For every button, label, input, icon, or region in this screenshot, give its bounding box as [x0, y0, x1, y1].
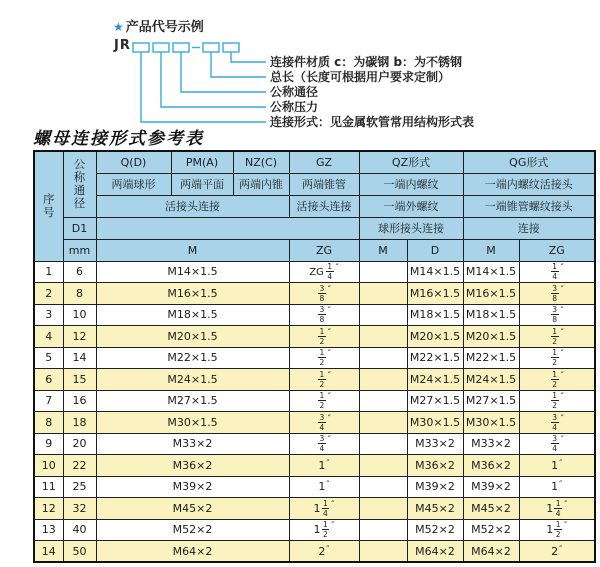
cell-dn: 32	[63, 498, 96, 520]
cell-qg-zg: $\frac{1}{4}$ ″	[519, 261, 595, 283]
cell-qg-m: M20×1.5	[463, 326, 519, 348]
cell-dn: 16	[63, 390, 96, 412]
cell-zg: $\frac{1}{2}$ ″	[289, 390, 359, 412]
cell-qz-d: M16×1.5	[407, 283, 463, 305]
table-row	[34, 476, 595, 498]
cell-dn: 8	[63, 283, 96, 305]
cell-qz-d: M14×1.5	[407, 261, 463, 283]
cell-qz-d: M27×1.5	[407, 390, 463, 412]
code-box	[203, 43, 219, 52]
cell-qg-zg: $\frac{3}{8}$ ″	[519, 283, 595, 305]
connector-line	[181, 52, 266, 92]
cell-qg-m: M30×1.5	[463, 412, 519, 434]
cell-zg: 1″	[289, 455, 359, 477]
cell-qz-d: M36×2	[407, 455, 463, 477]
table-row	[34, 390, 595, 412]
code-box	[133, 43, 149, 52]
cell-qg-m: M45×2	[463, 498, 519, 520]
cell-m: M22×1.5	[96, 347, 289, 369]
cell-dn: 10	[63, 304, 96, 326]
cell-seq: 14	[34, 541, 63, 563]
cell-m: M33×2	[96, 433, 289, 455]
cell-qg-zg: $\frac{3}{8}$ ″	[519, 304, 595, 326]
cell-zg: $\frac{3}{4}$ ″	[289, 433, 359, 455]
header-dn: 公 称 通 径	[63, 151, 96, 217]
header-gz: GZ	[289, 151, 359, 173]
cell-qz-d: M20×1.5	[407, 326, 463, 348]
header-cell: 两端球形	[96, 173, 171, 195]
cell-qg-zg: $\frac{3}{4}$ ″	[519, 433, 595, 455]
cell-seq: 7	[34, 390, 63, 412]
product-code-prefix: JR	[114, 38, 131, 53]
header-cell: 两端平面	[171, 173, 233, 195]
table-row	[34, 347, 595, 369]
table-row	[34, 304, 595, 326]
code-box	[173, 43, 189, 52]
header-cell: 两端内锥	[233, 173, 289, 195]
code-label-pressure: 公称压力	[270, 100, 319, 114]
connector-line	[211, 52, 266, 77]
table-row	[34, 369, 595, 391]
cell-dn: 12	[63, 326, 96, 348]
table-title: 螺母连接形式参考表	[33, 129, 204, 149]
cell-qg-zg: 1″	[519, 476, 595, 498]
cell-qz-d: M64×2	[407, 541, 463, 563]
header-qz: QZ形式	[359, 151, 463, 173]
cell-qg-zg: $\frac{1}{2}$ ″	[519, 369, 595, 391]
cell-dn: 14	[63, 347, 96, 369]
header-qd: Q(D)	[96, 151, 171, 173]
header-pma: PM(A)	[171, 151, 233, 173]
header-row	[34, 173, 595, 195]
header-cell: 活接头连接	[289, 195, 359, 217]
cell-qg-m: M33×2	[463, 433, 519, 455]
code-label-length: 总长（长度可根据用户要求定制）	[270, 70, 451, 84]
cell-dn: 50	[63, 541, 96, 563]
cell-seq: 2	[34, 283, 63, 305]
cell-m: M64×2	[96, 541, 289, 563]
header-cell: ZG	[289, 239, 359, 261]
table-row	[34, 261, 595, 283]
header-nzc: NZ(C)	[233, 151, 289, 173]
cell-seq: 8	[34, 412, 63, 434]
cell-zg: $\frac{1}{2}$ ″	[289, 347, 359, 369]
code-label-material: 连接件材质 c：为碳钢 b：为不锈钢	[270, 55, 463, 69]
cell-qz-m	[359, 433, 407, 455]
header-cell: ZG	[519, 239, 595, 261]
cell-qz-d: M45×2	[407, 498, 463, 520]
cell-qz-d: M52×2	[407, 519, 463, 541]
header-cell: 活接头连接	[96, 195, 289, 217]
cell-qz-m	[359, 326, 407, 348]
cell-m: M30×1.5	[96, 412, 289, 434]
header-cell: M	[463, 239, 519, 261]
cell-zg: $\frac{3}{4}$ ″	[289, 412, 359, 434]
cell-qg-zg: 2″	[519, 541, 595, 563]
cell-seq: 13	[34, 519, 63, 541]
cell-qz-m	[359, 261, 407, 283]
header-d1: D1	[63, 217, 96, 239]
header-cell: 一端外螺纹	[359, 195, 463, 217]
header-seq: 序 号	[34, 151, 63, 261]
cell-zg: $\frac{1}{2}$ ″	[289, 326, 359, 348]
cell-qg-m: M22×1.5	[463, 347, 519, 369]
header-blank	[96, 217, 359, 239]
header-row	[34, 239, 595, 261]
code-label-dn: 公称通径	[270, 85, 319, 99]
table-row	[34, 519, 595, 541]
header-row	[34, 195, 595, 217]
header-cell: D	[407, 239, 463, 261]
cell-qz-m	[359, 347, 407, 369]
cell-qg-m: M64×2	[463, 541, 519, 563]
cell-m: M18×1.5	[96, 304, 289, 326]
cell-zg: $\frac{3}{8}$ ″	[289, 304, 359, 326]
header-qg: QG形式	[463, 151, 595, 173]
cell-seq: 4	[34, 326, 63, 348]
product-code-example-label: 产品代号示例	[125, 20, 204, 35]
cell-seq: 9	[34, 433, 63, 455]
cell-qg-zg: $\frac{3}{4}$ ″	[519, 412, 595, 434]
cell-dn: 40	[63, 519, 96, 541]
cell-qg-zg: 1 $\frac{1}{4}$ ″	[519, 498, 595, 520]
cell-qg-zg: $\frac{1}{2}$ ″	[519, 390, 595, 412]
table-row	[34, 541, 595, 563]
cell-qz-m	[359, 304, 407, 326]
cell-qg-m: M36×2	[463, 455, 519, 477]
cell-m: M36×2	[96, 455, 289, 477]
cell-dn: 15	[63, 369, 96, 391]
cell-zg: $\frac{3}{8}$ ″	[289, 283, 359, 305]
cell-qz-m	[359, 476, 407, 498]
connector-line	[161, 52, 266, 107]
cell-qg-m: M18×1.5	[463, 304, 519, 326]
cell-dn: 22	[63, 455, 96, 477]
cell-m: M39×2	[96, 476, 289, 498]
header-cell: M	[359, 239, 407, 261]
header-cell: 连接	[463, 217, 595, 239]
cell-qz-m	[359, 283, 407, 305]
cell-dn: 18	[63, 412, 96, 434]
cell-dn: 25	[63, 476, 96, 498]
cell-m: M45×2	[96, 498, 289, 520]
cell-zg: 1″	[289, 476, 359, 498]
cell-seq: 5	[34, 347, 63, 369]
cell-qg-m: M52×2	[463, 519, 519, 541]
cell-m: M16×1.5	[96, 283, 289, 305]
header-row	[34, 151, 595, 173]
cell-qg-zg: 1″	[519, 455, 595, 477]
header-row	[34, 217, 595, 239]
cell-dn: 6	[63, 261, 96, 283]
code-label-form: 连接形式：见金属软管常用结构形式表	[270, 115, 475, 129]
cell-seq: 3	[34, 304, 63, 326]
cell-seq: 1	[34, 261, 63, 283]
code-box	[223, 43, 239, 52]
header-cell: 两端锥管	[289, 173, 359, 195]
cell-qz-d: M22×1.5	[407, 347, 463, 369]
table-row	[34, 433, 595, 455]
cell-zg: ZG $\frac{1}{4}$ ″	[289, 261, 359, 283]
cell-qz-m	[359, 369, 407, 391]
header-cell: 一端内螺纹	[359, 173, 463, 195]
cell-qz-m	[359, 519, 407, 541]
cell-qz-m	[359, 390, 407, 412]
table-row	[34, 455, 595, 477]
cell-dn: 20	[63, 433, 96, 455]
code-box	[153, 43, 169, 52]
header-mm: mm	[63, 239, 96, 261]
header-cell: 球形接头连接	[359, 217, 463, 239]
cell-m: M14×1.5	[96, 261, 289, 283]
header-cell: 一端锥管螺纹接头	[463, 195, 595, 217]
cell-zg: 1 $\frac{1}{4}$ ″	[289, 498, 359, 520]
cell-m: M52×2	[96, 519, 289, 541]
cell-seq: 6	[34, 369, 63, 391]
cell-m: M27×1.5	[96, 390, 289, 412]
cell-qz-d: M18×1.5	[407, 304, 463, 326]
cell-qz-m	[359, 412, 407, 434]
cell-m: M24×1.5	[96, 369, 289, 391]
cell-m: M20×1.5	[96, 326, 289, 348]
table-row	[34, 412, 595, 434]
star-icon: ★	[113, 20, 124, 34]
cell-qz-m	[359, 455, 407, 477]
cell-qz-m	[359, 541, 407, 563]
connector-line	[231, 52, 266, 62]
cell-zg: 1 $\frac{1}{2}$ ″	[289, 519, 359, 541]
cell-qg-zg: 1 $\frac{1}{2}$ ″	[519, 519, 595, 541]
cell-qz-d: M33×2	[407, 433, 463, 455]
cell-qg-m: M16×1.5	[463, 283, 519, 305]
header-cell: M	[96, 239, 289, 261]
cell-qz-d: M39×2	[407, 476, 463, 498]
header-cell: 一端内螺纹活接头	[463, 173, 595, 195]
cell-qg-m: M27×1.5	[463, 390, 519, 412]
cell-qg-zg: $\frac{1}{2}$ ″	[519, 347, 595, 369]
cell-zg: $\frac{1}{2}$ ″	[289, 369, 359, 391]
cell-seq: 12	[34, 498, 63, 520]
table-row	[34, 498, 595, 520]
table-row	[34, 326, 595, 348]
cell-zg: 2″	[289, 541, 359, 563]
cell-qg-zg: $\frac{1}{2}$ ″	[519, 326, 595, 348]
cell-seq: 10	[34, 455, 63, 477]
cell-seq: 11	[34, 476, 63, 498]
cell-qz-d: M24×1.5	[407, 369, 463, 391]
nut-connection-reference-table	[33, 150, 596, 563]
cell-qg-m: M14×1.5	[463, 261, 519, 283]
cell-qz-d: M30×1.5	[407, 412, 463, 434]
cell-qg-m: M24×1.5	[463, 369, 519, 391]
cell-qz-m	[359, 498, 407, 520]
table-row	[34, 283, 595, 305]
cell-qg-m: M39×2	[463, 476, 519, 498]
